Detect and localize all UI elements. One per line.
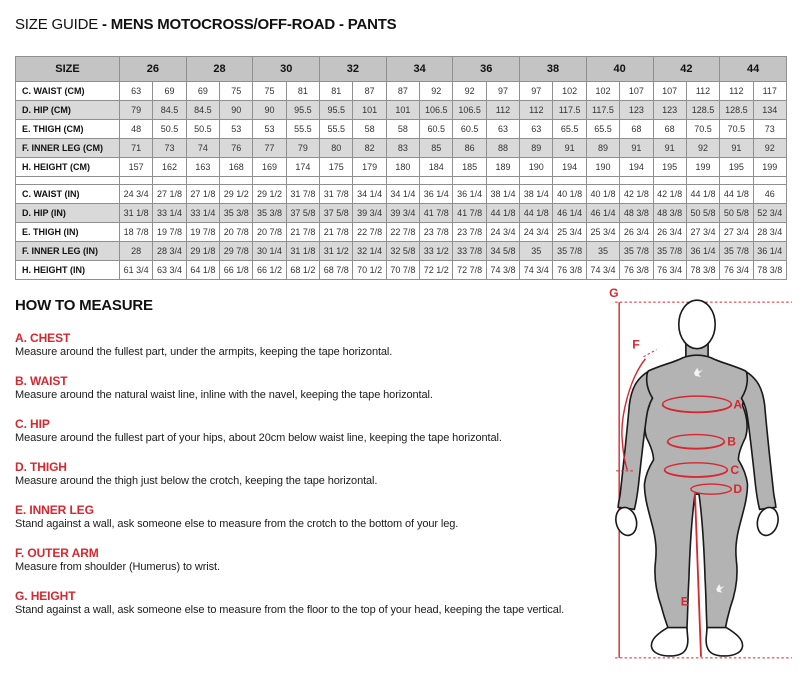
table-cell: 50.5 <box>153 120 186 139</box>
table-cell: 74 3/4 <box>520 261 553 280</box>
measure-item <box>15 417 615 445</box>
table-cell: 79 <box>120 101 153 120</box>
table-cell: 95.5 <box>286 101 319 120</box>
table-cell: 180 <box>386 158 419 177</box>
table-cell: 128.5 <box>720 101 753 120</box>
table-cell: 20 7/8 <box>253 223 286 242</box>
spacer-cell <box>520 177 553 185</box>
table-row <box>16 204 787 223</box>
table-cell: 71 <box>120 139 153 158</box>
table-cell: 194 <box>620 158 653 177</box>
right-hand-shape <box>754 505 780 537</box>
table-cell: 112 <box>720 82 753 101</box>
table-cell: 179 <box>353 158 386 177</box>
table-cell: 184 <box>420 158 453 177</box>
table-cell: 81 <box>286 82 319 101</box>
table-cell: 24 3/4 <box>520 223 553 242</box>
spacer-cell <box>420 177 453 185</box>
table-cell: 68 <box>620 120 653 139</box>
measure-item-description: Measure around the fullest part of your hips, about 20cm below waist line, keeping the tape horizontal. <box>15 432 502 444</box>
table-cell: 112 <box>520 101 553 120</box>
size-column-header: 30 <box>253 57 320 82</box>
spacer-cell <box>686 177 719 185</box>
table-cell: 194 <box>553 158 586 177</box>
hip-label: C <box>730 462 740 477</box>
table-cell: 19 7/8 <box>153 223 186 242</box>
spacer-cell <box>353 177 386 185</box>
table-row <box>16 82 787 101</box>
table-cell: 65.5 <box>586 120 619 139</box>
table-cell: 63 3/4 <box>153 261 186 280</box>
spacer-cell <box>286 177 319 185</box>
size-column-header: 26 <box>120 57 187 82</box>
table-cell: 97 <box>486 82 519 101</box>
measure-item <box>15 546 615 574</box>
row-label-cell: D. HIP (IN) <box>16 204 120 223</box>
row-label-cell: D. HIP (CM) <box>16 101 120 120</box>
table-cell: 77 <box>253 139 286 158</box>
size-column-header: 34 <box>386 57 453 82</box>
table-cell: 21 7/8 <box>286 223 319 242</box>
table-cell: 34 1/4 <box>386 185 419 204</box>
row-label-cell: F. INNER LEG (IN) <box>16 242 120 261</box>
table-cell: 107 <box>620 82 653 101</box>
measure-item-description: Stand against a wall, ask someone else to measure from the crotch to the bottom of your leg. <box>15 518 459 530</box>
table-row <box>16 158 787 177</box>
table-cell: 78 3/8 <box>753 261 786 280</box>
table-cell: 199 <box>753 158 786 177</box>
row-label-cell: F. INNER LEG (CM) <box>16 139 120 158</box>
row-label-cell: C. WAIST (CM) <box>16 82 120 101</box>
size-column-header: 44 <box>720 57 787 82</box>
table-cell: 35 7/8 <box>720 242 753 261</box>
table-cell: 117 <box>753 82 786 101</box>
table-cell: 38 1/4 <box>520 185 553 204</box>
row-label-cell: E. THIGH (CM) <box>16 120 120 139</box>
table-cell: 163 <box>186 158 219 177</box>
table-cell: 90 <box>220 101 253 120</box>
table-cell: 20 7/8 <box>220 223 253 242</box>
spacer-cell <box>453 177 486 185</box>
table-cell: 68 1/2 <box>286 261 319 280</box>
size-column-header: 28 <box>186 57 253 82</box>
table-cell: 48 3/8 <box>620 204 653 223</box>
spacer-cell <box>553 177 586 185</box>
table-cell: 39 3/4 <box>353 204 386 223</box>
table-cell: 41 7/8 <box>420 204 453 223</box>
table-cell: 112 <box>486 101 519 120</box>
measure-item-label: D. THIGH <box>15 460 67 474</box>
measure-item-label: E. INNER LEG <box>15 503 94 517</box>
table-cell: 37 5/8 <box>286 204 319 223</box>
table-cell: 37 5/8 <box>320 204 353 223</box>
table-cell: 107 <box>653 82 686 101</box>
table-spacer-row <box>16 177 787 185</box>
table-cell: 68 <box>653 120 686 139</box>
measure-item-label: A. CHEST <box>15 331 71 345</box>
measure-item-description: Measure around the natural waist line, inline with the navel, keeping the tape horizontal. <box>15 389 433 401</box>
table-cell: 35 7/8 <box>620 242 653 261</box>
table-cell: 31 1/2 <box>320 242 353 261</box>
table-cell: 76 3/4 <box>653 261 686 280</box>
table-cell: 33 1/4 <box>186 204 219 223</box>
table-cell: 190 <box>520 158 553 177</box>
table-cell: 89 <box>520 139 553 158</box>
table-cell: 29 1/2 <box>253 185 286 204</box>
table-cell: 50 5/8 <box>720 204 753 223</box>
table-cell: 21 7/8 <box>320 223 353 242</box>
table-cell: 23 7/8 <box>453 223 486 242</box>
table-cell: 63 <box>520 120 553 139</box>
table-cell: 82 <box>353 139 386 158</box>
table-cell: 134 <box>753 101 786 120</box>
table-row <box>16 261 787 280</box>
table-cell: 63 <box>120 82 153 101</box>
body-measurement-diagram <box>603 286 795 672</box>
table-cell: 53 <box>253 120 286 139</box>
table-cell: 31 7/8 <box>286 185 319 204</box>
table-cell: 185 <box>453 158 486 177</box>
table-cell: 68 7/8 <box>320 261 353 280</box>
table-cell: 22 7/8 <box>353 223 386 242</box>
table-cell: 40 1/8 <box>586 185 619 204</box>
measure-item-description: Stand against a wall, ask someone else to measure from the floor to the top of your head, keeping the tape vertical. <box>15 604 565 616</box>
table-cell: 88 <box>486 139 519 158</box>
table-cell: 34 5/8 <box>486 242 519 261</box>
spacer-cell <box>16 177 120 185</box>
row-label-cell: H. HEIGHT (IN) <box>16 261 120 280</box>
table-cell: 25 3/4 <box>553 223 586 242</box>
table-cell: 60.5 <box>453 120 486 139</box>
table-cell: 117.5 <box>553 101 586 120</box>
measure-item-label: B. WAIST <box>15 374 68 388</box>
table-cell: 33 7/8 <box>453 242 486 261</box>
table-cell: 123 <box>620 101 653 120</box>
spacer-cell <box>320 177 353 185</box>
table-cell: 85 <box>420 139 453 158</box>
table-cell: 66 1/2 <box>253 261 286 280</box>
table-cell: 35 <box>520 242 553 261</box>
table-cell: 74 <box>186 139 219 158</box>
table-cell: 92 <box>753 139 786 158</box>
table-cell: 95.5 <box>320 101 353 120</box>
table-cell: 106.5 <box>453 101 486 120</box>
table-cell: 89 <box>586 139 619 158</box>
table-cell: 53 <box>220 120 253 139</box>
table-cell: 79 <box>286 139 319 158</box>
table-cell: 162 <box>153 158 186 177</box>
table-cell: 40 1/8 <box>553 185 586 204</box>
size-table-head <box>16 57 787 82</box>
measure-item-label: F. OUTER ARM <box>15 546 99 560</box>
table-cell: 19 7/8 <box>186 223 219 242</box>
table-cell: 26 3/4 <box>653 223 686 242</box>
measure-item <box>15 503 615 531</box>
table-cell: 70 1/2 <box>353 261 386 280</box>
table-cell: 87 <box>353 82 386 101</box>
measure-item-label: G. HEIGHT <box>15 589 76 603</box>
spacer-cell <box>620 177 653 185</box>
table-cell: 70 7/8 <box>386 261 419 280</box>
table-row <box>16 223 787 242</box>
table-cell: 46 1/4 <box>553 204 586 223</box>
left-hand-shape <box>613 505 639 537</box>
waist-label: B <box>727 434 737 449</box>
table-cell: 168 <box>220 158 253 177</box>
table-cell: 36 1/4 <box>453 185 486 204</box>
table-cell: 27 3/4 <box>686 223 719 242</box>
size-table-body <box>16 82 787 280</box>
table-cell: 106.5 <box>420 101 453 120</box>
table-cell: 60.5 <box>420 120 453 139</box>
table-cell: 102 <box>553 82 586 101</box>
table-cell: 92 <box>420 82 453 101</box>
table-cell: 72 1/2 <box>420 261 453 280</box>
table-cell: 189 <box>486 158 519 177</box>
table-cell: 117.5 <box>586 101 619 120</box>
table-cell: 70.5 <box>720 120 753 139</box>
table-cell: 28 <box>120 242 153 261</box>
table-cell: 65.5 <box>553 120 586 139</box>
table-cell: 44 1/8 <box>486 204 519 223</box>
table-cell: 70.5 <box>686 120 719 139</box>
size-column-header: 38 <box>520 57 587 82</box>
table-cell: 46 1/4 <box>586 204 619 223</box>
table-cell: 48 3/8 <box>653 204 686 223</box>
table-cell: 41 7/8 <box>453 204 486 223</box>
table-cell: 76 3/8 <box>620 261 653 280</box>
table-cell: 42 1/8 <box>653 185 686 204</box>
table-cell: 35 3/8 <box>220 204 253 223</box>
table-cell: 76 3/8 <box>553 261 586 280</box>
table-cell: 199 <box>686 158 719 177</box>
table-cell: 84.5 <box>186 101 219 120</box>
table-cell: 27 1/8 <box>186 185 219 204</box>
size-column-header: 42 <box>653 57 720 82</box>
spacer-cell <box>253 177 286 185</box>
head-shape <box>679 300 715 349</box>
spacer-cell <box>186 177 219 185</box>
table-cell: 75 <box>253 82 286 101</box>
table-cell: 73 <box>753 120 786 139</box>
table-cell: 26 3/4 <box>620 223 653 242</box>
table-cell: 101 <box>353 101 386 120</box>
table-cell: 31 7/8 <box>320 185 353 204</box>
table-cell: 157 <box>120 158 153 177</box>
table-cell: 90 <box>253 101 286 120</box>
row-label-cell: E. THIGH (IN) <box>16 223 120 242</box>
size-column-header: 40 <box>586 57 653 82</box>
table-cell: 34 1/4 <box>353 185 386 204</box>
table-cell: 31 1/8 <box>286 242 319 261</box>
table-cell: 75 <box>220 82 253 101</box>
spacer-cell <box>720 177 753 185</box>
spacer-cell <box>386 177 419 185</box>
table-cell: 169 <box>253 158 286 177</box>
table-cell: 190 <box>586 158 619 177</box>
table-cell: 38 1/4 <box>486 185 519 204</box>
table-cell: 69 <box>186 82 219 101</box>
thigh-label: D <box>733 482 743 497</box>
outer-arm-top-tick <box>643 350 656 357</box>
table-cell: 24 3/4 <box>120 185 153 204</box>
table-cell: 35 7/8 <box>553 242 586 261</box>
table-cell: 87 <box>386 82 419 101</box>
table-cell: 76 3/4 <box>720 261 753 280</box>
table-cell: 44 1/8 <box>720 185 753 204</box>
table-cell: 35 7/8 <box>653 242 686 261</box>
table-cell: 36 1/4 <box>686 242 719 261</box>
spacer-cell <box>753 177 786 185</box>
table-cell: 195 <box>653 158 686 177</box>
row-label-cell: H. HEIGHT (CM) <box>16 158 120 177</box>
spacer-cell <box>153 177 186 185</box>
table-cell: 195 <box>720 158 753 177</box>
table-cell: 91 <box>720 139 753 158</box>
table-cell: 42 1/8 <box>620 185 653 204</box>
table-cell: 80 <box>320 139 353 158</box>
table-cell: 84.5 <box>153 101 186 120</box>
size-column-header: 32 <box>320 57 387 82</box>
table-cell: 48 <box>120 120 153 139</box>
table-cell: 23 7/8 <box>420 223 453 242</box>
table-cell: 46 <box>753 185 786 204</box>
table-cell: 36 1/4 <box>753 242 786 261</box>
spacer-cell <box>586 177 619 185</box>
table-cell: 44 1/8 <box>686 185 719 204</box>
table-cell: 50.5 <box>186 120 219 139</box>
table-cell: 92 <box>453 82 486 101</box>
chest-label: A <box>733 397 743 412</box>
table-cell: 55.5 <box>320 120 353 139</box>
measure-item <box>15 589 615 617</box>
table-cell: 58 <box>386 120 419 139</box>
table-cell: 123 <box>653 101 686 120</box>
table-row <box>16 101 787 120</box>
table-row <box>16 120 787 139</box>
table-cell: 27 1/8 <box>153 185 186 204</box>
outer-arm-label: F <box>632 337 640 352</box>
table-cell: 58 <box>353 120 386 139</box>
size-table <box>15 56 787 280</box>
table-cell: 25 3/4 <box>586 223 619 242</box>
table-cell: 64 1/8 <box>186 261 219 280</box>
table-cell: 29 1/2 <box>220 185 253 204</box>
measure-item-label: C. HIP <box>15 417 50 431</box>
table-cell: 102 <box>586 82 619 101</box>
page-title-main: - MENS MOTOCROSS/OFF-ROAD - PANTS <box>101 16 397 33</box>
table-row <box>16 185 787 204</box>
page-title <box>15 16 397 33</box>
table-cell: 86 <box>453 139 486 158</box>
table-row <box>16 139 787 158</box>
size-corner-header: SIZE <box>16 57 120 82</box>
table-cell: 22 7/8 <box>386 223 419 242</box>
height-label: G <box>609 286 619 301</box>
table-cell: 39 3/4 <box>386 204 419 223</box>
measure-item <box>15 331 615 359</box>
measure-item-description: Measure around the fullest part, under the armpits, keeping the tape horizontal. <box>15 346 393 358</box>
table-cell: 83 <box>386 139 419 158</box>
how-to-measure-heading: HOW TO MEASURE <box>15 297 153 314</box>
table-cell: 76 <box>220 139 253 158</box>
spacer-cell <box>486 177 519 185</box>
table-cell: 29 7/8 <box>220 242 253 261</box>
spacer-cell <box>220 177 253 185</box>
table-cell: 44 1/8 <box>520 204 553 223</box>
table-cell: 128.5 <box>686 101 719 120</box>
page-title-prefix: SIZE GUIDE <box>15 16 102 33</box>
table-cell: 35 3/8 <box>253 204 286 223</box>
table-cell: 24 3/4 <box>486 223 519 242</box>
table-cell: 28 3/4 <box>753 223 786 242</box>
table-row <box>16 242 787 261</box>
table-cell: 18 7/8 <box>120 223 153 242</box>
table-cell: 28 3/4 <box>153 242 186 261</box>
left-foot-shape <box>651 628 687 656</box>
table-cell: 175 <box>320 158 353 177</box>
size-column-header: 36 <box>453 57 520 82</box>
spacer-cell <box>120 177 153 185</box>
table-cell: 29 1/8 <box>186 242 219 261</box>
table-cell: 91 <box>653 139 686 158</box>
table-cell: 27 3/4 <box>720 223 753 242</box>
table-cell: 36 1/4 <box>420 185 453 204</box>
body-diagram-svg <box>603 286 795 672</box>
measure-list <box>15 331 615 617</box>
inner-leg-label: E <box>680 594 689 609</box>
table-cell: 74 3/8 <box>486 261 519 280</box>
measure-item <box>15 374 615 402</box>
spacer-cell <box>653 177 686 185</box>
table-cell: 101 <box>386 101 419 120</box>
table-cell: 55.5 <box>286 120 319 139</box>
measure-item-description: Measure from shoulder (Humerus) to wrist. <box>15 561 220 573</box>
table-cell: 69 <box>153 82 186 101</box>
table-cell: 72 7/8 <box>453 261 486 280</box>
table-cell: 78 3/8 <box>686 261 719 280</box>
table-cell: 81 <box>320 82 353 101</box>
table-cell: 30 1/4 <box>253 242 286 261</box>
measure-item-description: Measure around the thigh just below the crotch, keeping the tape horizontal. <box>15 475 378 487</box>
table-cell: 33 1/4 <box>153 204 186 223</box>
table-cell: 61 3/4 <box>120 261 153 280</box>
table-cell: 52 3/4 <box>753 204 786 223</box>
table-cell: 33 1/2 <box>420 242 453 261</box>
right-foot-shape <box>706 628 742 656</box>
table-cell: 73 <box>153 139 186 158</box>
table-cell: 91 <box>553 139 586 158</box>
table-cell: 63 <box>486 120 519 139</box>
table-cell: 32 1/4 <box>353 242 386 261</box>
how-to-measure-section <box>15 297 615 632</box>
table-cell: 31 1/8 <box>120 204 153 223</box>
table-cell: 92 <box>686 139 719 158</box>
table-cell: 32 5/8 <box>386 242 419 261</box>
table-cell: 91 <box>620 139 653 158</box>
row-label-cell: C. WAIST (IN) <box>16 185 120 204</box>
measure-item <box>15 460 615 488</box>
table-cell: 97 <box>520 82 553 101</box>
table-cell: 174 <box>286 158 319 177</box>
table-cell: 66 1/8 <box>220 261 253 280</box>
table-cell: 112 <box>686 82 719 101</box>
inner-leg-line <box>695 493 701 657</box>
table-cell: 35 <box>586 242 619 261</box>
table-cell: 74 3/4 <box>586 261 619 280</box>
table-cell: 50 5/8 <box>686 204 719 223</box>
